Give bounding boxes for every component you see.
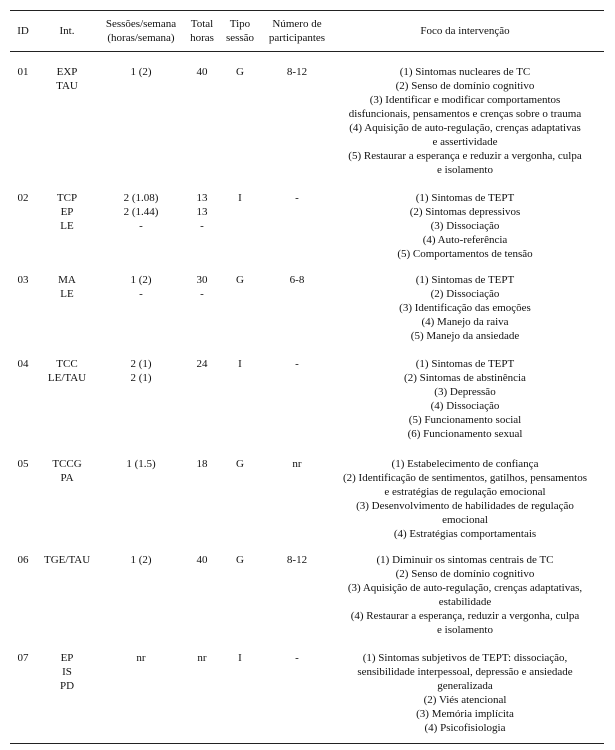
- cell-tipo: G: [236, 66, 244, 78]
- cell-total-line: 40: [196, 66, 208, 78]
- cell-int: [44, 191, 90, 233]
- cell-int: [44, 65, 90, 93]
- header-sessoes-line: (horas/semana): [107, 32, 175, 44]
- cell-participantes: -: [295, 358, 299, 370]
- cell-sessoes-line: -: [139, 220, 143, 232]
- cell-foco-line: (1) Sintomas subjetivos de TEPT: dissociação,: [362, 652, 568, 664]
- cell-int: [44, 457, 90, 485]
- cell-int-line: EP: [60, 652, 74, 664]
- cell-participantes: 8-12: [286, 66, 308, 78]
- cell-foco-line: (5) Comportamentos de tensão: [397, 248, 533, 260]
- cell-total-line: nr: [197, 652, 207, 664]
- cell-foco-line: (6) Funcionamento sexual: [407, 428, 523, 440]
- cell-sessoes-line: 2 (1.08): [123, 192, 159, 204]
- table-rule-header: [10, 51, 604, 52]
- cell-foco-line: (4) Psicofisiologia: [424, 722, 506, 734]
- header-total-line: horas: [190, 32, 214, 44]
- header-participantes-line: Número de: [272, 18, 322, 30]
- cell-foco-line: (1) Sintomas de TEPT: [415, 358, 515, 370]
- cell-foco-line: (4) Restaurar a esperança, reduzir a vergonha, culpa: [350, 610, 580, 622]
- cell-foco-line: (2) Senso de domínio cognitivo: [395, 568, 535, 580]
- cell-foco-line: (2) Viés atencional: [423, 694, 507, 706]
- cell-foco-line: e isolamento: [437, 164, 493, 176]
- cell-int-line: PA: [60, 472, 74, 484]
- cell-int-line: LE: [60, 220, 74, 232]
- header-id: ID: [17, 25, 29, 37]
- cell-id: 02: [17, 192, 29, 204]
- cell-foco-line: (4) Estratégias comportamentais: [393, 528, 537, 540]
- cell-int-line: IS: [62, 666, 72, 678]
- header-tipo-line: sessão: [225, 32, 255, 44]
- cell-foco-line: (4) Auto-referência: [422, 234, 508, 246]
- cell-int-line: MA: [58, 274, 76, 286]
- cell-sessoes: [92, 457, 190, 471]
- header-participantes-line: participantes: [268, 32, 326, 44]
- cell-int-line: TGE/TAU: [44, 554, 91, 566]
- cell-foco-line: (1) Diminuir os sintomas centrais de TC: [376, 554, 554, 566]
- cell-foco-line: (3) Identificar e modificar comportamentos: [369, 94, 561, 106]
- cell-foco-line: (5) Manejo da ansiedade: [410, 330, 520, 342]
- cell-foco-line: disfuncionais, pensamentos e crenças sobre o trauma: [348, 108, 582, 120]
- cell-sessoes: [92, 357, 190, 385]
- cell-foco: [334, 553, 596, 637]
- cell-sessoes-line: nr: [136, 652, 146, 664]
- cell-int: [44, 651, 90, 693]
- cell-sessoes-line: 2 (1): [130, 372, 152, 384]
- cell-sessoes: [92, 553, 190, 567]
- cell-tipo: G: [236, 274, 244, 286]
- cell-int-line: TCC: [56, 358, 78, 370]
- cell-sessoes-line: 2 (1): [130, 358, 152, 370]
- cell-tipo: I: [238, 192, 242, 204]
- cell-foco-line: (3) Memória implícita: [416, 708, 514, 720]
- cell-tipo: G: [236, 458, 244, 470]
- cell-int-line: EP: [60, 206, 74, 218]
- cell-foco-line: e assertividade: [432, 136, 498, 148]
- cell-total-line: 13: [196, 192, 208, 204]
- cell-int-line: TCP: [56, 192, 78, 204]
- cell-sessoes-line: -: [139, 288, 143, 300]
- cell-sessoes: [92, 65, 190, 79]
- cell-total: [186, 457, 218, 471]
- cell-foco: [334, 65, 596, 177]
- cell-int-line: LE: [60, 288, 74, 300]
- cell-participantes: 8-12: [286, 554, 308, 566]
- cell-foco: [334, 273, 596, 343]
- cell-sessoes-line: 1 (2): [130, 274, 152, 286]
- cell-foco-line: (3) Identificação das emoções: [399, 302, 531, 314]
- cell-foco-line: (4) Aquisição de auto-regulação, crenças adaptativas: [349, 122, 581, 134]
- cell-id: 04: [17, 358, 29, 370]
- cell-total: [186, 651, 218, 665]
- table-rule-bottom: [10, 743, 604, 744]
- cell-tipo: G: [236, 554, 244, 566]
- cell-int-line: PD: [59, 680, 75, 692]
- cell-foco-line: (1) Sintomas de TEPT: [415, 274, 515, 286]
- cell-foco-line: emocional: [442, 514, 488, 526]
- cell-sessoes-line: 1 (2): [130, 554, 152, 566]
- header-sessoes: [92, 17, 190, 45]
- cell-total-line: 24: [196, 358, 208, 370]
- cell-total-line: -: [200, 288, 204, 300]
- cell-foco-line: (2) Identificação de sentimentos, gatilhos, pensamentos: [342, 472, 588, 484]
- header-total-line: Total: [190, 18, 214, 30]
- header-foco: Foco da intervenção: [420, 25, 510, 37]
- cell-int-line: EXP: [56, 66, 78, 78]
- cell-int: [44, 357, 90, 385]
- cell-participantes: -: [295, 652, 299, 664]
- cell-int: [44, 273, 90, 301]
- cell-participantes: -: [295, 192, 299, 204]
- cell-participantes: nr: [292, 458, 302, 470]
- cell-id: 01: [17, 66, 29, 78]
- cell-id: 05: [17, 458, 29, 470]
- header-participantes: [262, 17, 332, 45]
- cell-foco-line: (3) Aquisição de auto-regulação, crenças adaptativas,: [347, 582, 583, 594]
- cell-total-line: 18: [196, 458, 208, 470]
- cell-id: 03: [17, 274, 29, 286]
- cell-foco-line: generalizada: [437, 680, 493, 692]
- cell-sessoes: [92, 273, 190, 301]
- cell-foco-line: estabilidade: [438, 596, 492, 608]
- cell-total: [186, 357, 218, 371]
- header-sessoes-line: Sessões/semana: [105, 18, 177, 30]
- cell-int: [44, 553, 90, 567]
- header-int: Int.: [59, 25, 75, 37]
- cell-foco: [334, 357, 596, 441]
- cell-total: [186, 65, 218, 79]
- cell-total-line: -: [200, 220, 204, 232]
- cell-total: [186, 191, 218, 233]
- cell-sessoes-line: 1 (2): [130, 66, 152, 78]
- cell-foco-line: (1) Sintomas de TEPT: [415, 192, 515, 204]
- cell-foco-line: e estratégias de regulação emocional: [384, 486, 546, 498]
- cell-id: 07: [17, 652, 29, 664]
- cell-foco: [334, 191, 596, 261]
- cell-tipo: I: [238, 652, 242, 664]
- header-tipo-line: Tipo: [229, 18, 251, 30]
- cell-int-line: LE/TAU: [47, 372, 87, 384]
- cell-sessoes-line: 1 (1.5): [126, 458, 156, 470]
- cell-total-line: 13: [196, 206, 208, 218]
- cell-sessoes-line: 2 (1.44): [123, 206, 159, 218]
- cell-total: [186, 553, 218, 567]
- cell-total-line: 40: [196, 554, 208, 566]
- cell-foco-line: (3) Dissociação: [430, 220, 500, 232]
- cell-sessoes: [92, 191, 190, 233]
- cell-foco: [334, 457, 596, 541]
- cell-foco-line: (4) Manejo da raiva: [421, 316, 509, 328]
- cell-foco-line: (2) Sintomas de abstinência: [404, 372, 526, 384]
- cell-foco-line: (2) Dissociação: [430, 288, 500, 300]
- cell-foco-line: sensibilidade interpessoal, depressão e ansiedade: [357, 666, 573, 678]
- cell-participantes: 6-8: [289, 274, 305, 286]
- header-total: [186, 17, 218, 45]
- cell-total-line: 30: [196, 274, 208, 286]
- cell-foco-line: (3) Depressão: [434, 386, 496, 398]
- cell-foco-line: (4) Dissociação: [430, 400, 500, 412]
- cell-id: 06: [17, 554, 29, 566]
- cell-foco-line: e isolamento: [437, 624, 493, 636]
- cell-tipo: I: [238, 358, 242, 370]
- cell-foco-line: (5) Funcionamento social: [408, 414, 522, 426]
- cell-sessoes: [92, 651, 190, 665]
- cell-foco-line: (3) Desenvolvimento de habilidades de regulação: [356, 500, 574, 512]
- cell-foco-line: (1) Sintomas nucleares de TC: [399, 66, 531, 78]
- table-rule-top: [10, 10, 604, 11]
- header-tipo: [222, 17, 258, 45]
- cell-int-line: TCCG: [52, 458, 82, 470]
- cell-foco-line: (1) Estabelecimento de confiança: [391, 458, 539, 470]
- cell-total: [186, 273, 218, 301]
- cell-foco: [334, 651, 596, 735]
- cell-foco-line: (5) Restaurar a esperança e reduzir a vergonha, culpa: [348, 150, 582, 162]
- cell-foco-line: (2) Sintomas depressivos: [409, 206, 521, 218]
- cell-int-line: TAU: [56, 80, 78, 92]
- cell-foco-line: (2) Senso de domínio cognitivo: [395, 80, 535, 92]
